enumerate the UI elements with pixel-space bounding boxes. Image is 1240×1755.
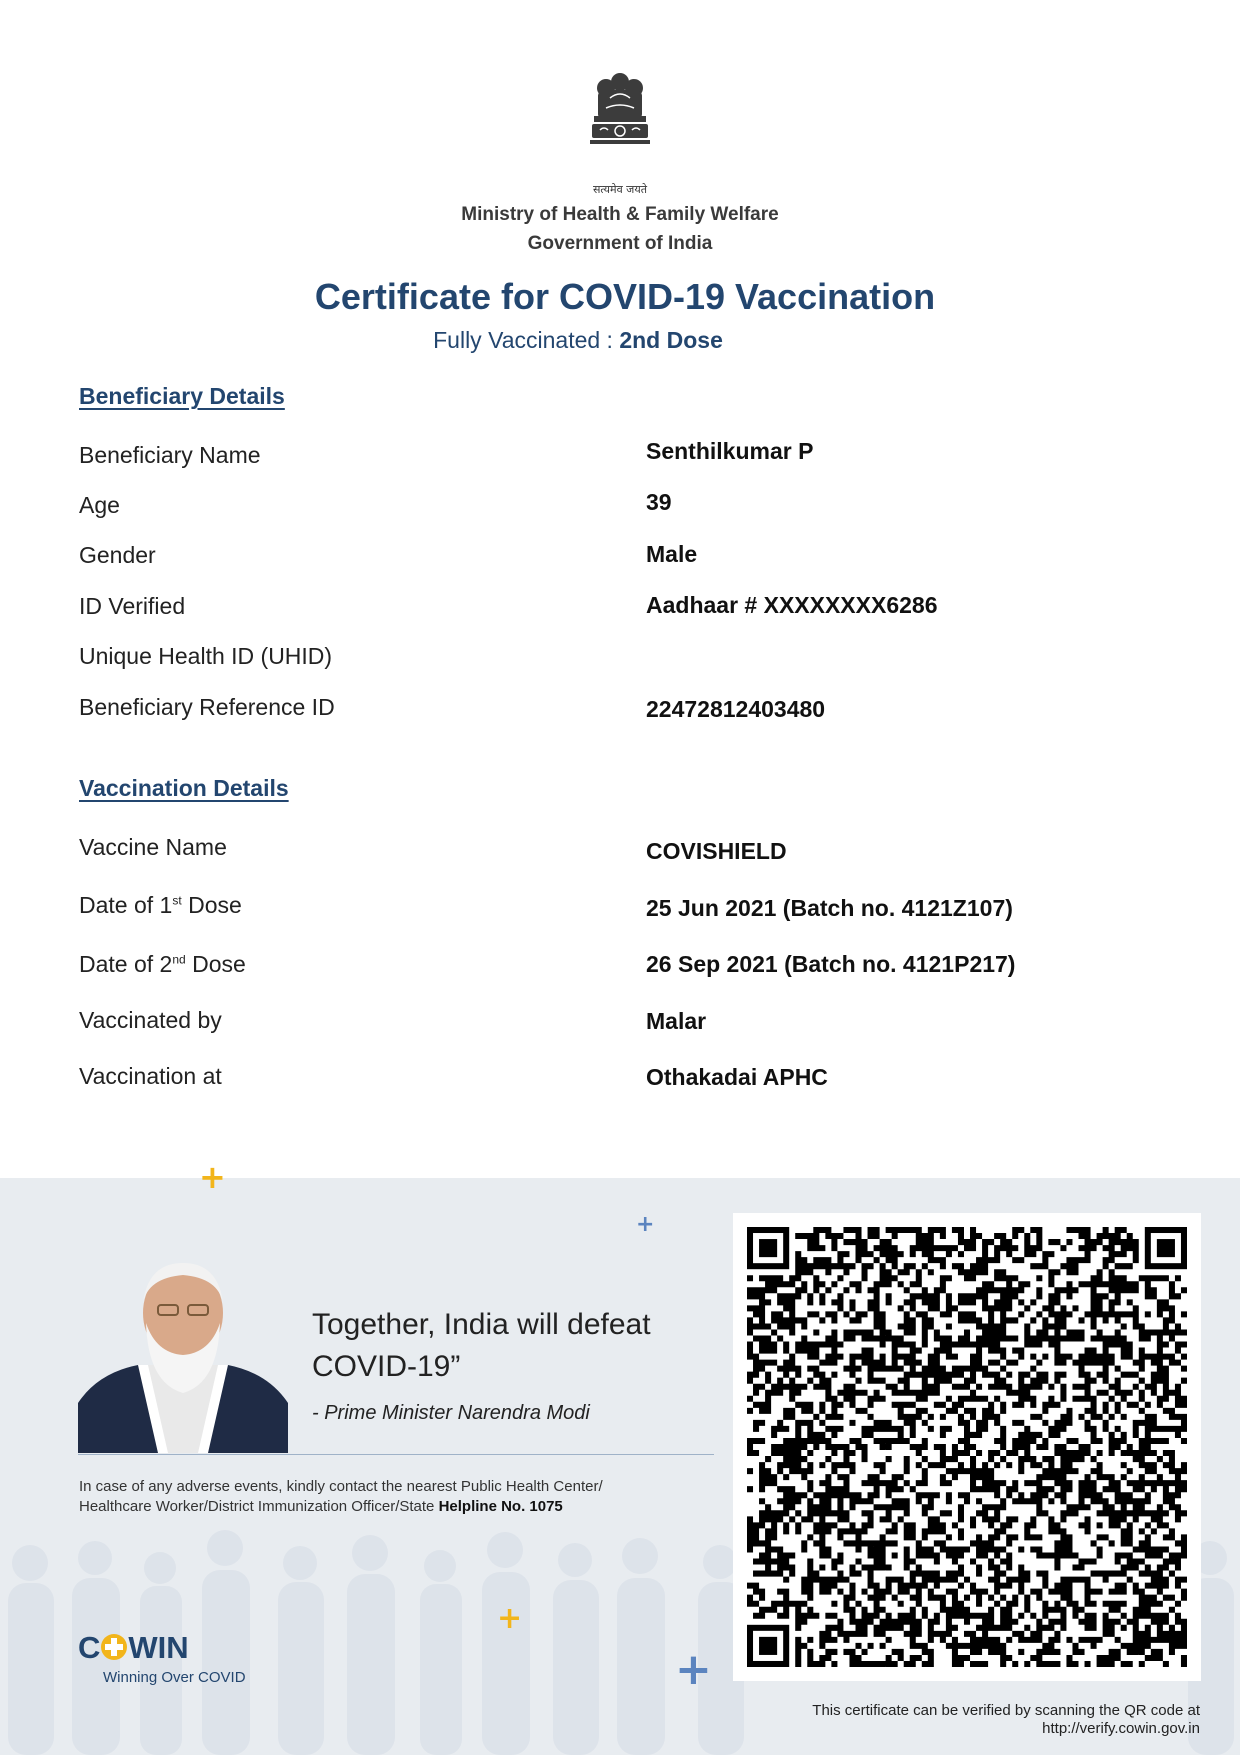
decorative-plus-icon: + <box>636 1212 655 1237</box>
uhid-label: Unique Health ID (UHID) <box>79 643 333 669</box>
age-label: Age <box>79 492 120 518</box>
national-motto: सत्यमेव जयते <box>592 183 647 196</box>
dose1-date-label: Date of 1st Dose <box>79 892 242 918</box>
vaccine-name-label: Vaccine Name <box>79 834 227 860</box>
verification-url: http://verify.cowin.gov.in <box>1042 1720 1200 1737</box>
verification-note: This certificate can be verified by scanning the QR code at http://verify.cowin.gov.in <box>700 1702 1200 1738</box>
adverse-events-advisory: In case of any adverse events, kindly contact the nearest Public Health Center/ Healthcare Worker/District Immunization Officer/State Helpline No. 1075 <box>79 1478 603 1515</box>
id-verified-value: Aadhaar # XXXXXXXX6286 <box>646 592 938 618</box>
cowin-plus-icon <box>101 1634 127 1660</box>
vaccination-details-heading: Vaccination Details <box>79 775 289 801</box>
gender-value: Male <box>646 541 698 567</box>
government-name: Government of India <box>527 233 713 254</box>
certificate-footer <box>0 1178 1240 1755</box>
gender-label: Gender <box>79 542 156 568</box>
beneficiary-name-label: Beneficiary Name <box>79 442 261 468</box>
vaccination-status-label: Fully Vaccinated : <box>433 327 613 353</box>
vaccinated-at-value: Othakadai APHC <box>646 1064 828 1090</box>
beneficiary-name-value: Senthilkumar P <box>646 438 814 464</box>
ministry-name: Ministry of Health & Family Welfare <box>461 204 779 225</box>
helpline-number: Helpline No. 1075 <box>438 1498 563 1515</box>
pm-quote-author: - Prime Minister Narendra Modi <box>312 1402 590 1424</box>
age-value: 39 <box>646 489 672 515</box>
decorative-plus-icon: + <box>497 1601 523 1636</box>
footer-divider <box>78 1454 714 1455</box>
beneficiary-details-heading: Beneficiary Details <box>79 383 285 409</box>
reference-id-label: Beneficiary Reference ID <box>79 694 335 720</box>
vaccinated-at-label: Vaccination at <box>79 1063 222 1089</box>
decorative-plus-icon: + <box>199 1158 226 1196</box>
vaccination-status-value: 2nd Dose <box>619 327 723 353</box>
id-verified-label: ID Verified <box>79 593 186 619</box>
vaccinated-by-label: Vaccinated by <box>79 1007 222 1033</box>
dose2-date-value: 26 Sep 2021 (Batch no. 4121P217) <box>646 951 1016 977</box>
cowin-tagline: Winning Over COVID <box>103 1669 246 1686</box>
qr-code-icon <box>747 1227 1187 1667</box>
vaccination-status <box>0 327 1156 354</box>
prime-minister-portrait <box>78 1253 288 1453</box>
dose2-date-label: Date of 2nd Dose <box>79 951 246 977</box>
certificate-header <box>0 70 1240 255</box>
decorative-plus-icon: + <box>675 1644 712 1695</box>
certificate-title: Certificate for COVID-19 Vaccination <box>314 276 936 317</box>
vaccine-name-value: COVISHIELD <box>646 838 787 864</box>
national-emblem-icon <box>584 70 656 180</box>
vaccinated-by-value: Malar <box>646 1008 707 1034</box>
dose1-date-value: 25 Jun 2021 (Batch no. 4121Z107) <box>646 895 1013 921</box>
pm-quote: Together, India will defeat COVID-19” <box>312 1308 651 1383</box>
qr-code[interactable] <box>733 1213 1201 1681</box>
reference-id-value: 22472812403480 <box>646 696 826 722</box>
cowin-logo: C WIN <box>78 1630 189 1665</box>
